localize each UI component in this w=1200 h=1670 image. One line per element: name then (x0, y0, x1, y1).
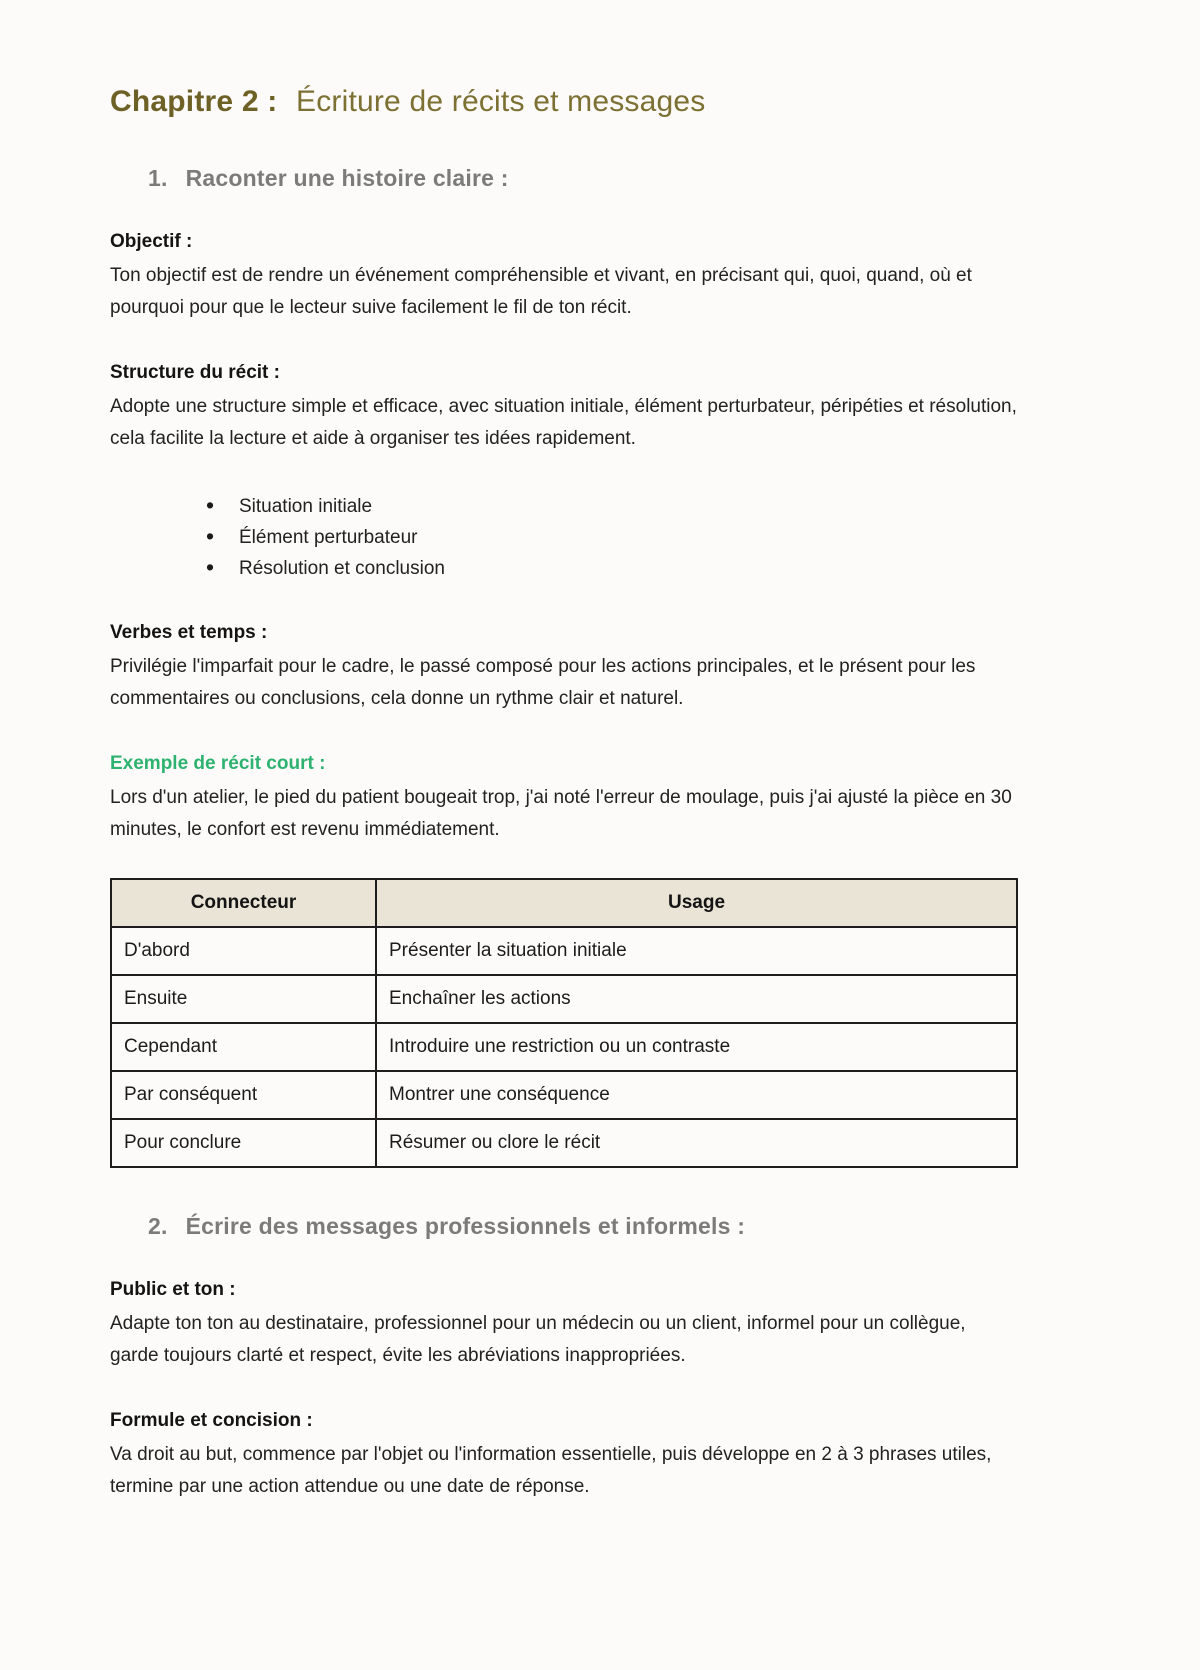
table-header-usage: Usage (376, 879, 1017, 927)
cell-usage: Présenter la situation initiale (376, 927, 1017, 975)
formule-label: Formule et concision : (110, 1409, 313, 1431)
verbes-text: Privilégie l'imparfait pour le cadre, le passé composé pour les actions principales, et le présent pour les commentaires ou conclusions, cela donne un rythme clair et naturel. (110, 655, 976, 709)
connector-table (110, 878, 1018, 1168)
cell-connecteur: Par conséquent (111, 1071, 376, 1119)
cell-usage: Introduire une restriction ou un contraste (376, 1023, 1017, 1071)
bullet-item: • Élément perturbateur (206, 522, 1018, 553)
structure-bullet-list (110, 491, 1018, 584)
table-row (111, 1023, 1017, 1071)
bullet-item: • Résolution et conclusion (206, 553, 1018, 584)
cell-usage: Enchaîner les actions (376, 975, 1017, 1023)
cell-connecteur: Cependant (111, 1023, 376, 1071)
table-row (111, 1071, 1017, 1119)
exemple-label: Exemple de récit court : (110, 752, 326, 774)
public-text: Adapte ton ton au destinataire, professionnel pour un médecin ou un client, informel pour un collègue, garde toujours clarté et respect, évite les abréviations inappropriées. (110, 1312, 966, 1366)
table-row (111, 1119, 1017, 1167)
structure-text: Adopte une structure simple et efficace, avec situation initiale, élément perturbateur, péripéties et résolution, cela facilite la lecture et aide à organiser tes idées rapidement. (110, 395, 1017, 449)
objectif-label: Objectif : (110, 230, 193, 252)
chapter-title (110, 84, 1018, 120)
public-label: Public et ton : (110, 1278, 236, 1300)
table-row (111, 975, 1017, 1023)
formule-text: Va droit au but, commence par l'objet ou l'information essentielle, puis développe en 2 à 3 phrases utiles, termine par une action attendue ou une date de réponse. (110, 1443, 992, 1497)
cell-connecteur: Ensuite (111, 975, 376, 1023)
section-1-title: Raconter une histoire claire : (185, 165, 509, 191)
section-2-heading (148, 1212, 1018, 1241)
exemple-text: Lors d'un atelier, le pied du patient bougeait trop, j'ai noté l'erreur de moulage, puis j'ai ajusté la pièce en 30 minutes, le confort est revenu immédiatement. (110, 786, 1012, 840)
bullet-item: • Situation initiale (206, 491, 1018, 522)
section-1-heading (148, 164, 1018, 193)
cell-connecteur: Pour conclure (111, 1119, 376, 1167)
chapter-title-text: Écriture de récits et messages (295, 85, 706, 118)
cell-usage: Montrer une conséquence (376, 1071, 1017, 1119)
chapter-title-prefix: Chapitre 2 : (110, 85, 278, 118)
table-header-row (111, 879, 1017, 927)
cell-usage: Résumer ou clore le récit (376, 1119, 1017, 1167)
section-2-number: 2. (148, 1212, 168, 1239)
objectif-text: Ton objectif est de rendre un événement compréhensible et vivant, en précisant qui, quoi, quand, où et pourquoi pour que le lecteur suive facilement le fil de ton récit. (110, 264, 972, 318)
table-row (111, 927, 1017, 975)
cell-connecteur: D'abord (111, 927, 376, 975)
section-1-number: 1. (148, 165, 168, 191)
structure-label: Structure du récit : (110, 361, 280, 383)
section-2-title: Écrire des messages professionnels et informels : (185, 1212, 746, 1239)
verbes-label: Verbes et temps : (110, 621, 268, 643)
table-header-connecteur: Connecteur (111, 879, 376, 927)
